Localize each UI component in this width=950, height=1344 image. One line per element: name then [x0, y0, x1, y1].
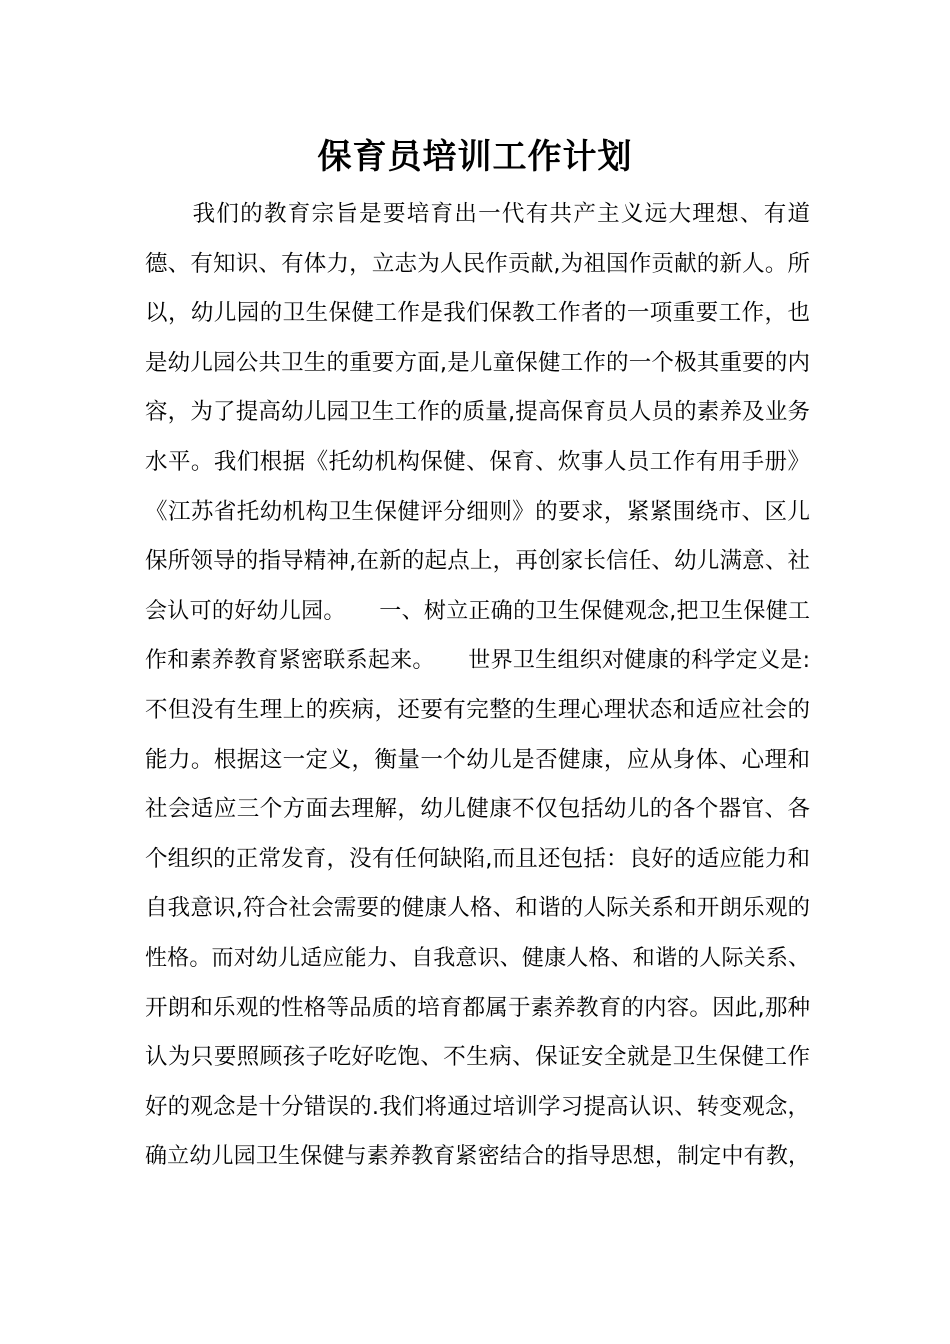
body-line-17: 开朗和乐观的性格等品质的培育都属于素养教育的内容。因此,那种 — [145, 994, 810, 1021]
body-line-7: 《江苏省托幼机构卫生保健评分细则》的要求，紧紧围绕市、区儿 — [145, 498, 810, 525]
body-line-19: 好的观念是十分错误的.我们将通过培训学习提高认识、转变观念， — [145, 1093, 810, 1120]
document-title: 保育员培训工作计划 — [317, 137, 633, 177]
document-body — [145, 190, 810, 1182]
body-line-2: 德、有知识、有体力，立志为人民作贡献,为祖国作贡献的新人。所 — [145, 250, 810, 277]
body-line-12: 能力。根据这一定义，衡量一个幼儿是否健康，应从身体、心理和 — [145, 746, 810, 773]
body-line-6: 水平。我们根据《托幼机构保健、保育、炊事人员工作有用手册》 — [145, 448, 810, 475]
body-line-16: 性格。而对幼儿适应能力、自我意识、健康人格、和谐的人际关系、 — [145, 945, 810, 971]
body-line-13: 社会适应三个方面去理解，幼儿健康不仅包括幼儿的各个器官、各 — [145, 796, 810, 823]
body-line-10: 作和素养教育紧密联系起来。 世界卫生组织对健康的科学定义是: — [145, 648, 810, 674]
body-line-3: 以，幼儿园的卫生保健工作是我们保教工作者的一项重要工作，也 — [145, 300, 810, 327]
body-line-4: 是幼儿园公共卫生的重要方面,是儿童保健工作的一个极其重要的内 — [145, 349, 810, 376]
body-line-14: 个组织的正常发育，没有任何缺陷,而且还包括：良好的适应能力和 — [145, 845, 810, 872]
body-line-11: 不但没有生理上的疾病，还要有完整的生理心理状态和适应社会的 — [145, 696, 810, 723]
body-line-1: 我们的教育宗旨是要培育出一代有共产主义远大理想、有道 — [145, 201, 810, 227]
body-line-8: 保所领导的指导精神,在新的起点上，再创家长信任、幼儿满意、社 — [145, 548, 810, 575]
body-line-20: 确立幼儿园卫生保健与素养教育紧密结合的指导思想，制定中有教， — [145, 1144, 810, 1170]
body-line-5: 容，为了提高幼儿园卫生工作的质量,提高保育员人员的素养及业务 — [145, 399, 810, 426]
body-line-9: 会认可的好幼儿园。 一、树立正确的卫生保健观念,把卫生保健工 — [145, 598, 810, 624]
body-line-15: 自我意识,符合社会需要的健康人格、和谐的人际关系和开朗乐观的 — [145, 895, 810, 922]
body-line-18: 认为只要照顾孩子吃好吃饱、不生病、保证安全就是卫生保健工作 — [145, 1044, 810, 1071]
